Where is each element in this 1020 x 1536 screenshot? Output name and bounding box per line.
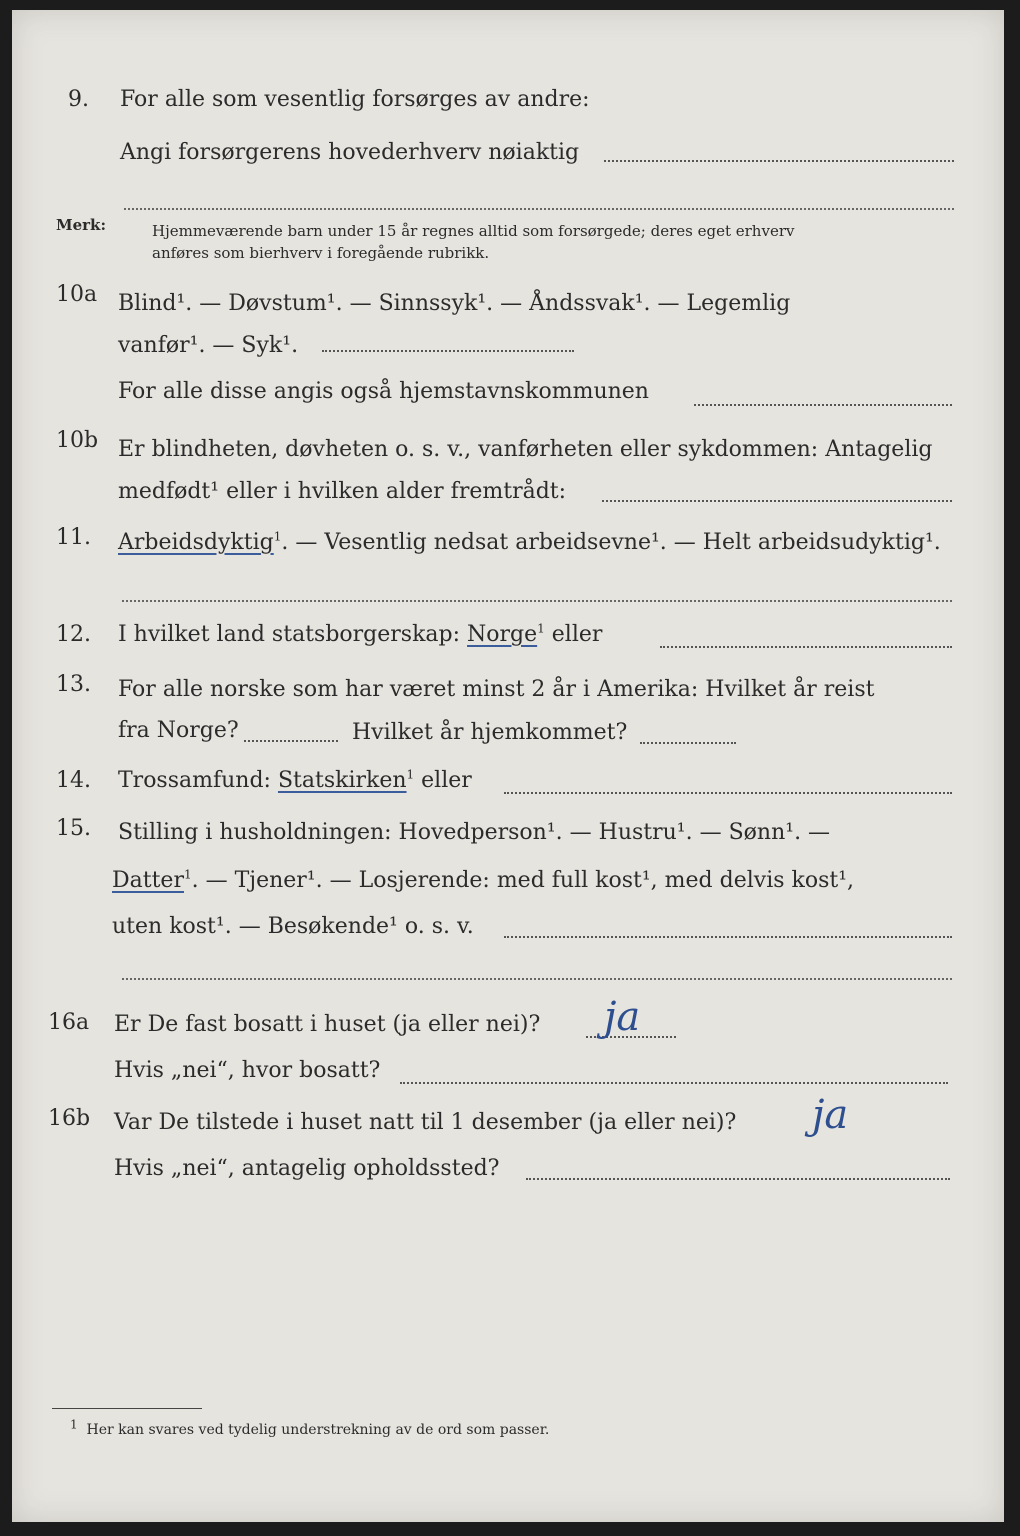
q10a-line1: Blind¹. — Døvstum¹. — Sinnssyk¹. — Åndssvak¹. — Legemlig	[118, 291, 791, 316]
q16b-line2: Hvis „nei“, antagelig opholdssted?	[114, 1156, 500, 1181]
footnote-rule	[52, 1408, 202, 1409]
q11-number: 11.	[56, 525, 91, 550]
q13-line2b: Hvilket år hjemkommet?	[352, 720, 628, 745]
merk-label: Merk:	[56, 216, 106, 234]
q10a-line3: For alle disse angis også hjemstavnskommunen	[118, 379, 649, 404]
q16a-number: 16a	[48, 1010, 90, 1035]
q16a-line1: Er De fast bosatt i huset (ja eller nei)?	[114, 1012, 541, 1037]
q14-line: Trossamfund: Statskirken$^1$ eller	[118, 767, 472, 793]
q13-return-year-line	[640, 742, 736, 744]
q15-answer-line	[504, 936, 952, 938]
q14-answer-line	[504, 792, 952, 794]
q15-line1: Stilling i husholdningen: Hovedperson¹. — Hustru¹. — Sønn¹. —	[118, 820, 831, 845]
q16b-stay-line	[526, 1178, 950, 1180]
q13-line2a: fra Norge?	[118, 718, 239, 743]
q16a-residence-line	[400, 1082, 948, 1084]
q10a-answer-line	[322, 350, 574, 352]
merk-line1: Hjemmeværende barn under 15 år regnes alltid som forsørgede; deres eget erhverv	[152, 222, 795, 240]
q16a-line2: Hvis „nei“, hvor bosatt?	[114, 1058, 381, 1083]
q16b-handwritten-answer: ja	[812, 1092, 849, 1138]
q9-line2: Angi forsørgerens hovederhverv nøiaktig	[120, 140, 580, 165]
q10a-home-answer-line	[694, 404, 952, 406]
q9-answer-line	[604, 160, 954, 162]
q11-underlined-answer: Arbeidsdyktig	[118, 530, 274, 555]
q14-underlined-answer: Statskirken	[277, 768, 407, 793]
q10b-line2: medfødt¹ eller i hvilken alder fremtrådt:	[118, 479, 567, 504]
census-form-page	[12, 10, 1004, 1522]
q15-line2: Datter$^1$. — Tjener¹. — Losjerende: med full kost¹, med delvis kost¹,	[112, 867, 855, 893]
q10a-line2: vanfør¹. — Syk¹.	[118, 333, 299, 358]
q16b-line1: Var De tilstede i huset natt til 1 desember (ja eller nei)?	[114, 1110, 737, 1135]
q15-answer-line-2	[122, 978, 952, 980]
footnote: $^1$ Her kan svares ved tydelig understrekning av de ord som passer.	[70, 1417, 550, 1438]
q9-answer-line-2	[124, 208, 954, 210]
q11-line1: Arbeidsdyktig$^1$. — Vesentlig nedsat arbeidsevne¹. — Helt arbeidsudyktig¹.	[118, 529, 941, 555]
q10b-answer-line	[602, 500, 952, 502]
q9-line1: For alle som vesentlig forsørges av andre:	[120, 87, 590, 112]
q15-number: 15.	[56, 816, 91, 841]
q16b-number: 16b	[48, 1106, 91, 1131]
q11-answer-line	[122, 600, 952, 602]
q15-underlined-answer: Datter	[112, 868, 184, 893]
q9-number: 9.	[68, 87, 89, 112]
q13-line1: For alle norske som har været minst 2 år i Amerika: Hvilket år reist	[118, 677, 875, 702]
q14-number: 14.	[56, 768, 91, 793]
q12-line: I hvilket land statsborgerskap: Norge$^1$ eller	[118, 621, 603, 647]
q12-answer-line	[660, 646, 952, 648]
q12-number: 12.	[56, 622, 91, 647]
merk-line2: anføres som bierhverv i foregående rubrikk.	[152, 244, 490, 262]
q12-underlined-answer: Norge	[467, 622, 538, 647]
q15-line3: uten kost¹. — Besøkende¹ o. s. v.	[112, 914, 474, 939]
q13-left-year-line	[244, 740, 338, 742]
q10b-line1: Er blindheten, døvheten o. s. v., vanførheten eller sykdommen: Antagelig	[118, 437, 933, 462]
q13-number: 13.	[56, 672, 91, 697]
q11-rest: . — Vesentlig nedsat arbeidsevne¹. — Helt arbeidsudyktig¹.	[281, 530, 941, 555]
q10b-number: 10b	[56, 428, 99, 453]
q10a-number: 10a	[56, 282, 98, 307]
q16a-handwritten-answer: ja	[604, 994, 641, 1040]
